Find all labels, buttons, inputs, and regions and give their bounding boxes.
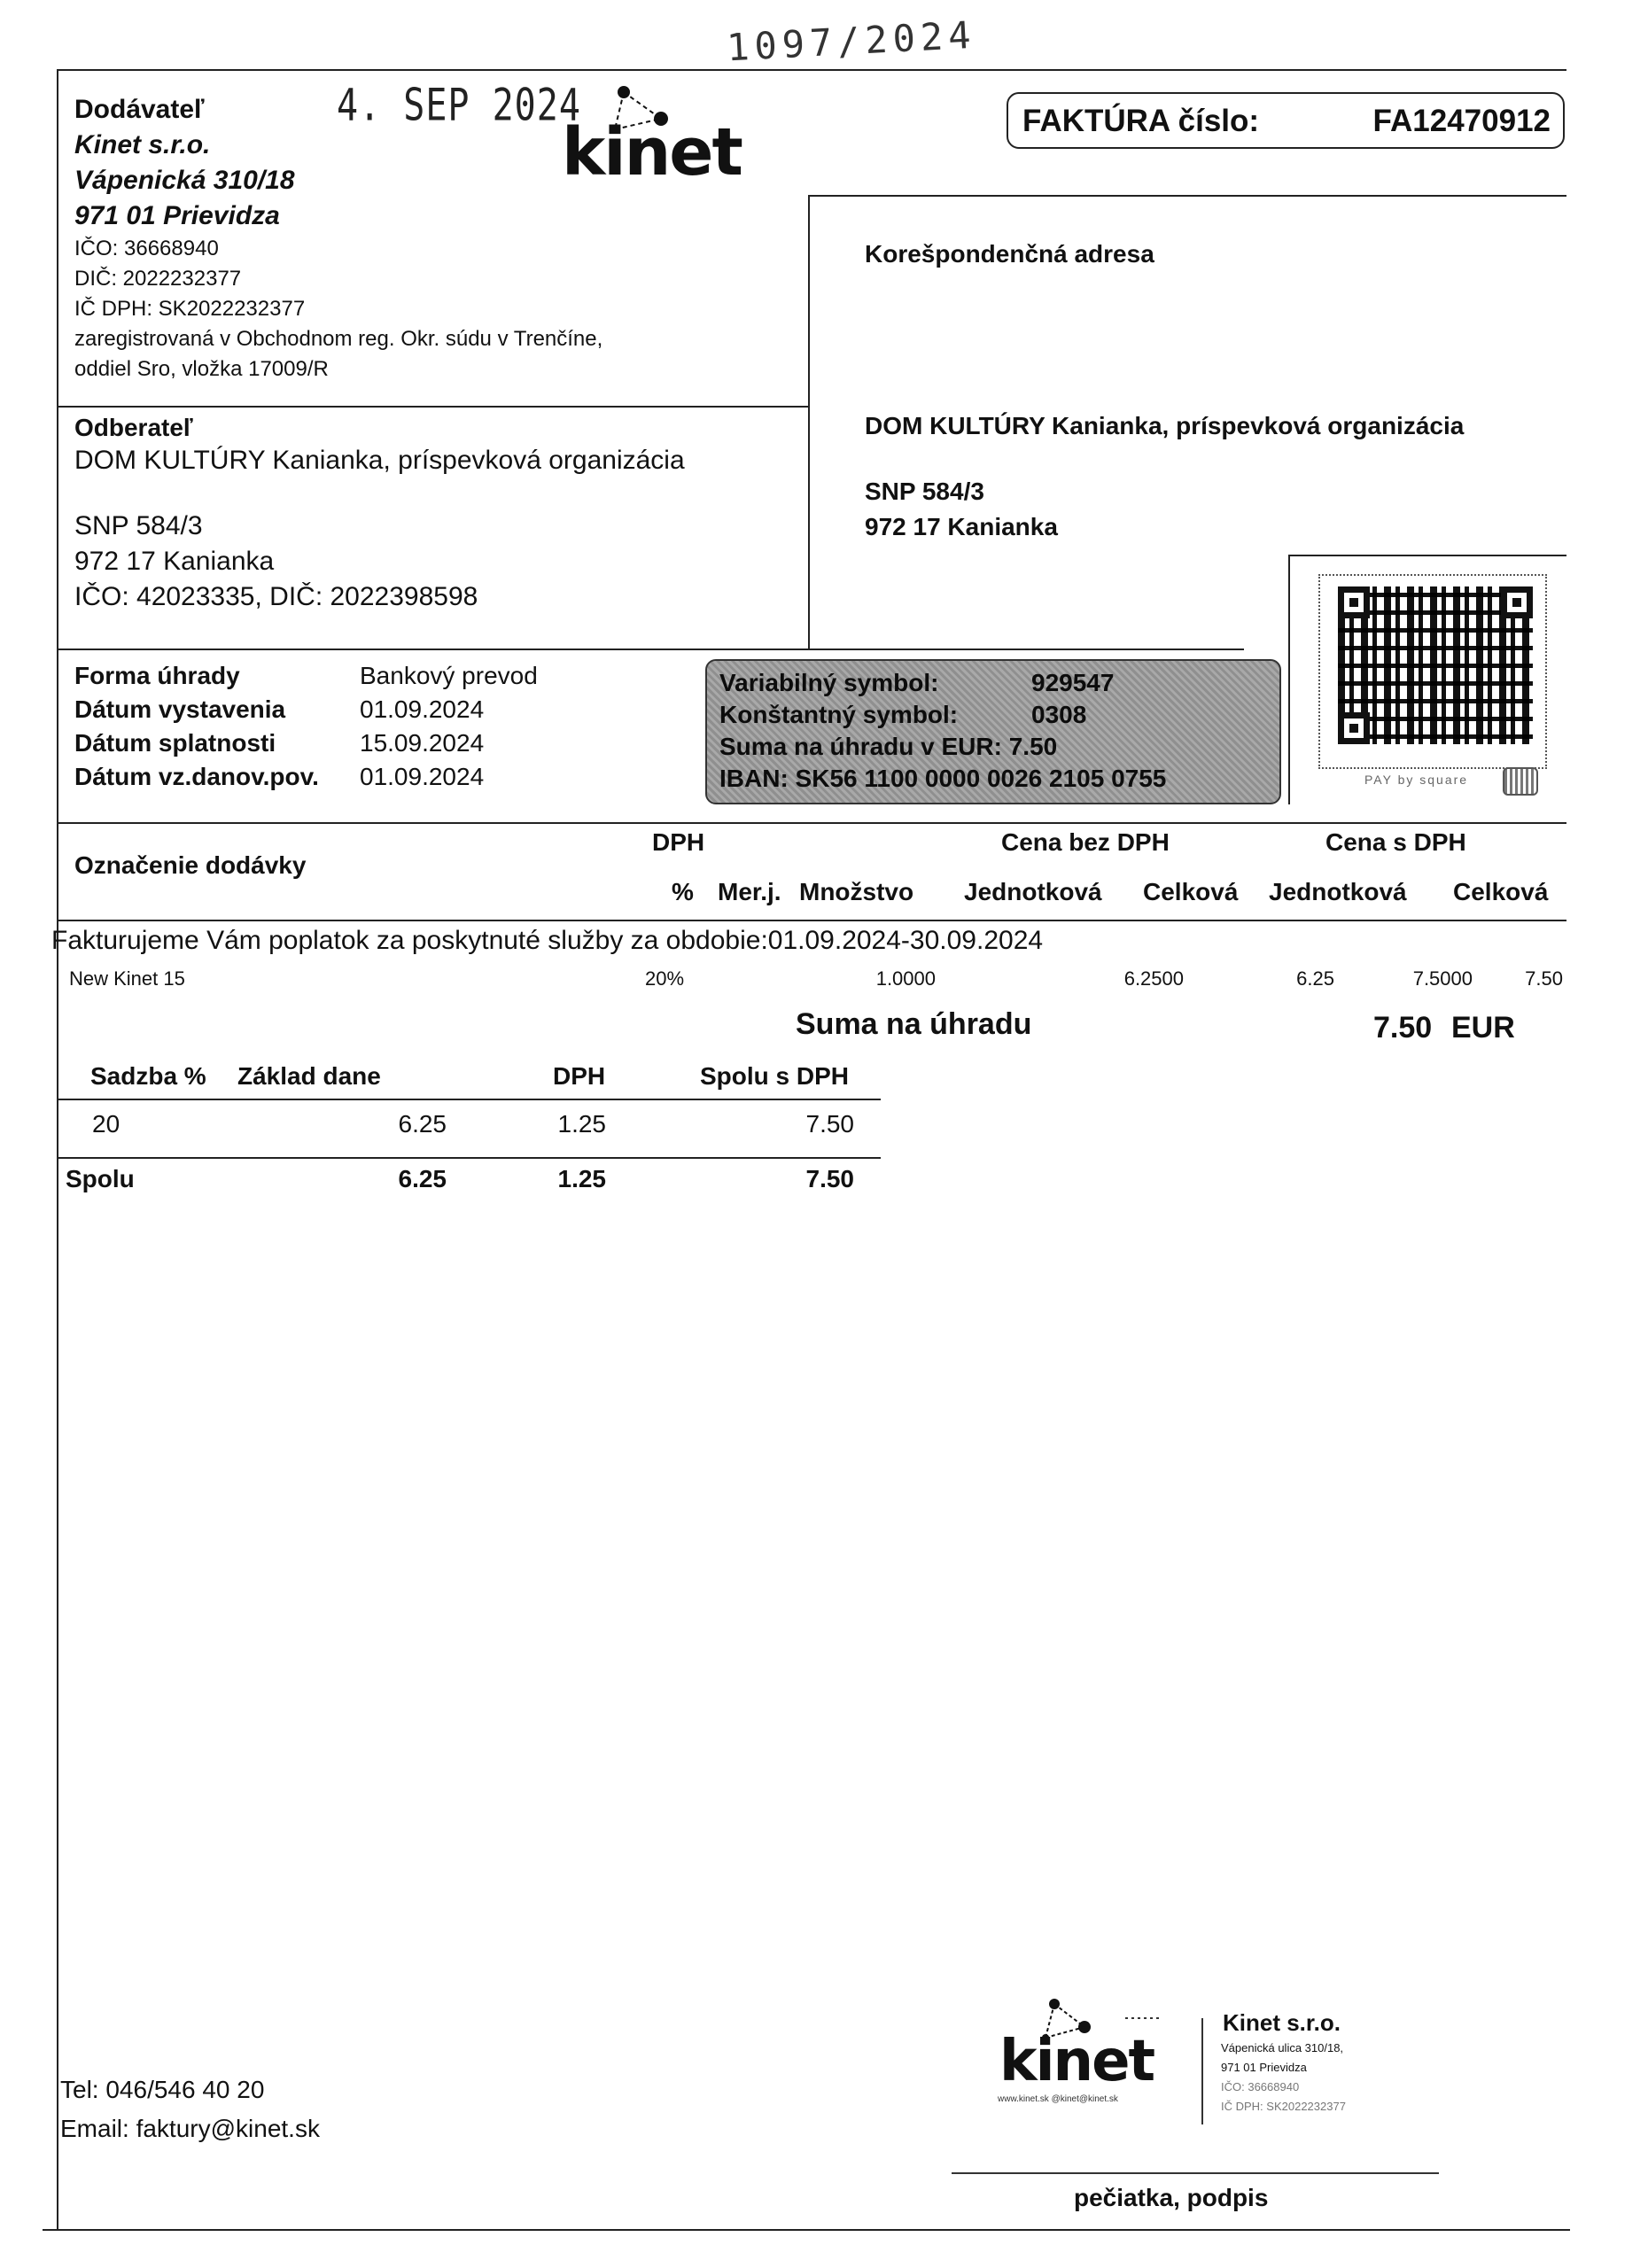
correspondence-street: SNP 584/3 [865, 478, 984, 505]
vat-sum-row [57, 1164, 881, 1200]
issued-date-label: Dátum vystavenia [74, 695, 286, 723]
contact-tel: Tel: 046/546 40 20 [60, 2076, 265, 2103]
stamp-logo-text: kinet [999, 2029, 1154, 2094]
stamp-line-1: Vápenická ulica 310/18, [1221, 2041, 1344, 2054]
qr-finder-bottom-left [1338, 712, 1370, 744]
constant-symbol-value: 0308 [1031, 701, 1087, 728]
signature-line [952, 2172, 1439, 2174]
customer-block [74, 413, 801, 617]
supplier-bottom-border [57, 406, 810, 408]
sub-net-total: Celková [1143, 878, 1239, 905]
items-table-header-border [57, 920, 1566, 921]
payment-method: Bankový prevod [360, 662, 538, 689]
stamp-line-3: IČO: 36668940 [1221, 2080, 1300, 2093]
total-currency: EUR [1451, 1011, 1515, 1045]
qr-finder-top-left [1338, 586, 1370, 618]
col-net: Cena bez DPH [1001, 828, 1170, 856]
vat-header-total: Spolu s DPH [700, 1062, 850, 1090]
sub-gross-total: Celková [1453, 878, 1549, 905]
sub-net-unit: Jednotková [964, 878, 1102, 905]
sum-to-pay-line: Suma na úhradu v EUR: 7.50 [719, 733, 1058, 760]
supplier-city: 971 01 Prievidza [74, 201, 280, 230]
item-net-total: 6.25 [1296, 967, 1334, 990]
sub-qty: Množstvo [799, 878, 914, 905]
company-stamp [992, 1992, 1400, 2151]
middle-divider [808, 195, 810, 649]
item-qty: 1.0000 [875, 967, 936, 990]
correspondence-heading: Korešpondenčná adresa [865, 240, 1154, 268]
item-gross-total: 7.50 [1525, 967, 1563, 990]
billing-period-note: Fakturujeme Vám poplatok za poskytnuté služby za obdobie:01.09.2024-30.09.2024 [51, 926, 1044, 955]
qr-finder-top-right [1501, 586, 1533, 618]
tax-date-label: Dátum vz.danov.pov. [74, 763, 319, 790]
supplier-dic: DIČ: 2022232377 [74, 267, 242, 291]
stamp-line-2: 971 01 Prievidza [1221, 2061, 1307, 2074]
customer-name: DOM KULTÚRY Kanianka, príspevková organizácia [74, 446, 685, 475]
top-border [57, 69, 1566, 71]
vat-rate: 20 [92, 1110, 120, 1138]
supplier-ico: IČO: 36668940 [74, 237, 219, 260]
vat-header-border [57, 1099, 881, 1100]
supplier-registration-1: zaregistrovaná v Obchodnom reg. Okr. súdu v Trenčíne, [74, 327, 603, 351]
iban-line: IBAN: SK56 1100 0000 0026 2105 0755 [719, 765, 1167, 792]
vat-header-rate: Sadzba % [90, 1062, 206, 1090]
col-designation: Označenie dodávky [74, 851, 307, 879]
due-date: 15.09.2024 [360, 729, 485, 757]
supplier-name: Kinet s.r.o. [74, 130, 211, 159]
qr-code [1338, 586, 1533, 744]
vat-summary-table [57, 1054, 890, 1214]
customer-street: SNP 584/3 [74, 511, 203, 540]
correspondence-top-border [808, 195, 1566, 197]
vat-sum-base: 6.25 [398, 1165, 447, 1192]
customer-city: 972 17 Kanianka [74, 547, 275, 576]
payment-symbols [719, 666, 1269, 794]
table-row [57, 1109, 881, 1145]
customer-heading: Odberateľ [74, 414, 193, 441]
item-gross-unit: 7.5000 [1412, 967, 1473, 990]
items-table-top-border [57, 822, 1566, 824]
variable-symbol-label: Variabilný symbol: [719, 669, 939, 696]
vat-total: 7.50 [805, 1110, 854, 1138]
total-label: Suma na úhradu [796, 1007, 1032, 1041]
vat-amount: 1.25 [557, 1110, 606, 1138]
invoice-number: FA12470912 [1372, 104, 1551, 138]
contact-email: Email: faktury@kinet.sk [60, 2115, 320, 2142]
bottom-border [43, 2229, 1570, 2231]
supplier-registration-2: oddiel Sro, vložka 17009/R [74, 357, 329, 381]
correspondence-name: DOM KULTÚRY Kanianka, príspevková organizácia [865, 412, 1465, 439]
stamp-line-4: IČ DPH: SK2022232377 [1221, 2100, 1346, 2113]
qr-caption: PAY by square [1364, 773, 1469, 787]
header-bottom-border [57, 649, 1244, 650]
vat-row-border [57, 1157, 881, 1159]
vat-sum-vat: 1.25 [557, 1165, 606, 1192]
constant-symbol-label: Konštantný symbol: [719, 701, 959, 728]
sub-gross-unit: Jednotková [1269, 878, 1407, 905]
due-date-label: Dátum splatnosti [74, 729, 276, 757]
signature-label: pečiatka, podpis [1074, 2184, 1269, 2211]
stamp-company: Kinet s.r.o. [1223, 2009, 1341, 2036]
received-date-stamp: 4. SEP 2024 [337, 80, 581, 131]
vat-header-base: Základ dane [237, 1062, 381, 1090]
supplier-heading: Dodávateľ [74, 95, 205, 124]
payment-method-label: Forma úhrady [74, 662, 240, 689]
customer-ids: IČO: 42023335, DIČ: 2022398598 [74, 582, 478, 611]
total-amount: 7.50 [1373, 1011, 1433, 1045]
kinet-logo-text: kinet [562, 114, 742, 190]
correspondence-city: 972 17 Kanianka [865, 513, 1058, 540]
vat-base: 6.25 [398, 1110, 447, 1138]
invoice-label: FAKTÚRA číslo: [1022, 104, 1260, 138]
sub-pct: % [672, 878, 694, 905]
stamp-web: www.kinet.sk @kinet@kinet.sk [998, 2094, 1118, 2104]
supplier-ic-dph: IČ DPH: SK2022232377 [74, 297, 306, 321]
item-vat-pct: 20% [645, 967, 685, 990]
invoice-number-box [1007, 92, 1565, 149]
stamp-divider [1201, 2018, 1203, 2124]
pay-by-square-icon [1503, 767, 1538, 796]
sub-unit: Mer.j. [718, 878, 781, 905]
col-dph: DPH [652, 828, 705, 856]
vat-sum-label: Spolu [66, 1165, 135, 1192]
table-row [67, 967, 1565, 994]
vat-header-vat: DPH [553, 1062, 606, 1090]
vat-sum-total: 7.50 [805, 1165, 854, 1192]
variable-symbol-value: 929547 [1031, 669, 1115, 696]
item-net-unit: 6.2500 [1123, 967, 1184, 990]
col-gross: Cena s DPH [1325, 828, 1466, 856]
kinet-logo [556, 80, 751, 190]
handwritten-reference: 1097/2024 [725, 12, 977, 70]
tax-date: 01.09.2024 [360, 763, 485, 790]
supplier-street: Vápenická 310/18 [74, 166, 295, 195]
issued-date: 01.09.2024 [360, 695, 485, 723]
payment-info [74, 661, 624, 796]
item-name: New Kinet 15 [69, 967, 185, 990]
